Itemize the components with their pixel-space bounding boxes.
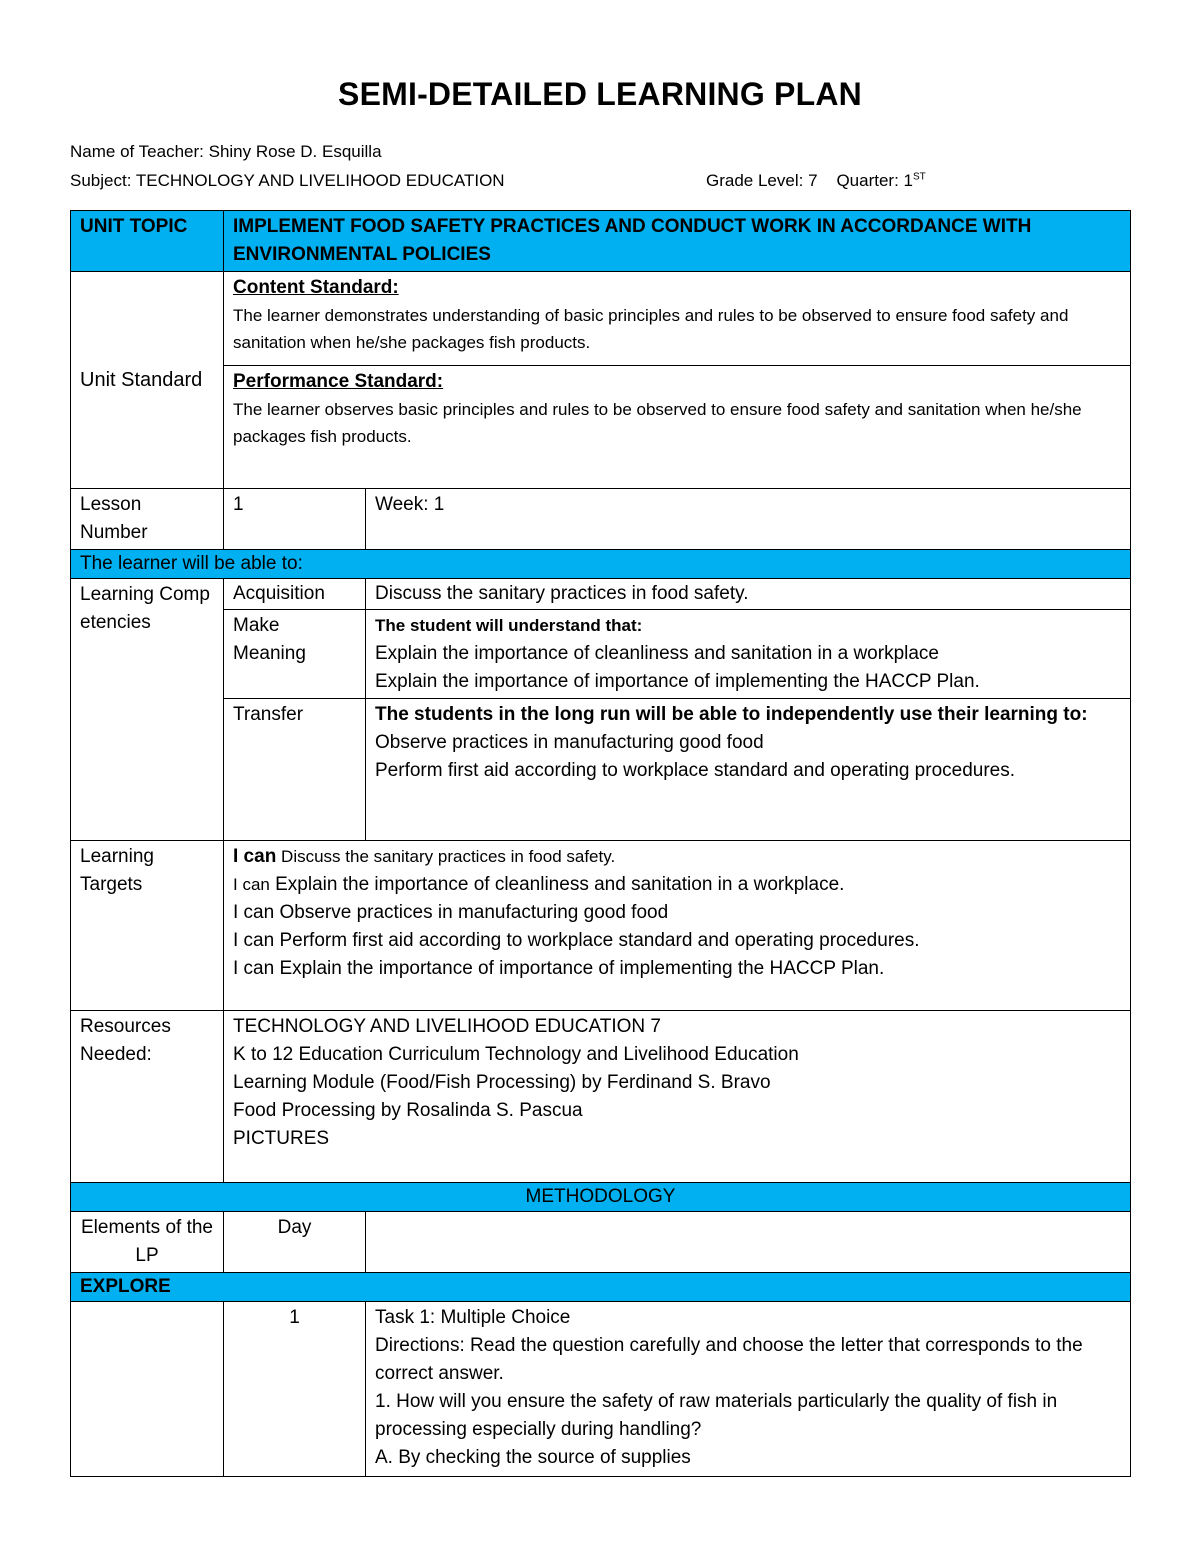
target-prefix: I can	[233, 846, 277, 867]
lesson-row	[71, 489, 1131, 550]
resource-item: Food Processing by Rosalinda S. Pascua	[233, 1100, 583, 1121]
target-text: Discuss the sanitary practices in food safety.	[276, 847, 616, 866]
target-prefix: I can	[233, 902, 275, 923]
resources-row	[71, 1011, 1131, 1183]
target-item	[233, 871, 1121, 899]
grade-label: Grade Level:	[706, 171, 804, 190]
transfer-item: Observe practices in manufacturing good food	[375, 732, 764, 753]
lesson-label: Lesson Number	[71, 489, 224, 550]
quarter-value: 1	[903, 171, 914, 190]
learner-banner: The learner will be able to:	[71, 550, 1131, 579]
resource-item: TECHNOLOGY AND LIVELIHOOD EDUCATION 7	[233, 1016, 661, 1037]
methodology-header-row	[71, 1212, 1131, 1273]
teacher-line	[70, 142, 382, 162]
content-standard-heading: Content Standard:	[233, 277, 399, 298]
content-standard-text: The learner demonstrates understanding of basic principles and rules to be observed to ensure food safety and sanitation when he/she packages fish products.	[233, 306, 1069, 352]
target-item	[233, 955, 1121, 983]
meaning-row	[71, 610, 1131, 699]
target-text: Explain the importance of importance of implementing the HACCP Plan.	[274, 958, 885, 979]
task-line: 1. How will you ensure the safety of raw materials particularly the quality of fish in processing especially during handling?	[375, 1391, 1058, 1440]
meaning-label: Make Meaning	[224, 610, 366, 699]
elements-header: Elements of the LP	[71, 1212, 224, 1273]
target-item	[233, 899, 1121, 927]
resource-item: K to 12 Education Curriculum Technology and Livelihood Education	[233, 1044, 799, 1065]
explore-label: EXPLORE	[71, 1273, 1131, 1302]
quarter-label: Quarter:	[836, 171, 899, 190]
subject-line	[70, 171, 505, 191]
target-text: Perform first aid according to workplace standard and operating procedures.	[274, 930, 920, 951]
target-text: Observe practices in manufacturing good food	[274, 902, 669, 923]
meaning-cell	[366, 610, 1131, 699]
target-prefix: I can	[233, 875, 270, 894]
task-cell	[366, 1302, 1131, 1477]
acquisition-label: Acquisition	[224, 579, 366, 610]
transfer-label: Transfer	[224, 699, 366, 841]
transfer-cell	[366, 699, 1131, 841]
resources-label: Resources Needed:	[71, 1011, 224, 1183]
transfer-intro: The students in the long run will be able to independently use their learning to:	[375, 704, 1088, 725]
targets-label: Learning Targets	[71, 841, 224, 1011]
task-line: Directions: Read the question carefully and choose the letter that corresponds to the correct answer.	[375, 1335, 1083, 1384]
performance-standard-cell	[224, 366, 1131, 489]
day-header: Day	[224, 1212, 366, 1273]
task-line: Task 1: Multiple Choice	[375, 1307, 571, 1328]
targets-row	[71, 841, 1131, 1011]
transfer-item: Perform first aid according to workplace standard and operating procedures.	[375, 760, 1016, 781]
transfer-row	[71, 699, 1131, 841]
unit-standard-label: Unit Standard	[71, 272, 224, 489]
target-prefix: I can	[233, 958, 275, 979]
resource-item: Learning Module (Food/Fish Processing) by Ferdinand S. Bravo	[233, 1072, 771, 1093]
task-row	[71, 1302, 1131, 1477]
meaning-item: Explain the importance of cleanliness and sanitation in a workplace	[375, 643, 939, 664]
quarter-suffix: ST	[913, 171, 926, 183]
acquisition-text: Discuss the sanitary practices in food safety.	[366, 579, 1131, 610]
blank-header	[366, 1212, 1131, 1273]
meaning-intro: The student will understand that:	[375, 616, 643, 635]
unit-topic-row	[71, 211, 1131, 272]
subject-label: Subject:	[70, 171, 132, 190]
performance-standard-row	[71, 366, 1131, 489]
subject-value: TECHNOLOGY AND LIVELIHOOD EDUCATION	[135, 171, 505, 190]
content-standard-cell	[224, 272, 1131, 366]
methodology-banner-row	[71, 1183, 1131, 1212]
content-standard-row	[71, 272, 1131, 366]
task-line: A. By checking the source of supplies	[375, 1447, 691, 1468]
target-prefix: I can	[233, 930, 275, 951]
unit-topic-label: UNIT TOPIC	[71, 211, 224, 272]
grade-value: 7	[808, 171, 818, 190]
acquisition-row	[71, 579, 1131, 610]
explore-row	[71, 1273, 1131, 1302]
resource-item: PICTURES	[233, 1128, 330, 1149]
meaning-item: Explain the importance of importance of implementing the HACCP Plan.	[375, 671, 980, 692]
target-item	[233, 927, 1121, 955]
unit-topic-value: IMPLEMENT FOOD SAFETY PRACTICES AND CONDUCT WORK IN ACCORDANCE WITH ENVIRONMENTAL POLICIES	[224, 211, 1131, 272]
grade-quarter-line	[706, 171, 926, 191]
performance-standard-text: The learner observes basic principles and rules to be observed to ensure food safety and sanitation when he/she packages fish products.	[233, 400, 1082, 446]
task-day: 1	[224, 1302, 366, 1477]
lesson-week: Week: 1	[366, 489, 1131, 550]
performance-standard-heading: Performance Standard:	[233, 371, 444, 392]
target-text: Explain the importance of cleanliness and sanitation in a workplace.	[269, 874, 845, 895]
target-item	[233, 843, 1121, 871]
learning-plan-table	[70, 210, 1131, 1477]
learner-banner-row	[71, 550, 1131, 579]
competencies-label: Learning Competencies	[71, 579, 224, 841]
teacher-label: Name of Teacher:	[70, 142, 204, 161]
targets-cell	[224, 841, 1131, 1011]
page-title: SEMI-DETAILED LEARNING PLAN	[338, 76, 862, 112]
lesson-number: 1	[224, 489, 366, 550]
resources-cell	[224, 1011, 1131, 1183]
methodology-banner: METHODOLOGY	[71, 1183, 1131, 1212]
task-element-cell	[71, 1302, 224, 1477]
teacher-name: Shiny Rose D. Esquilla	[208, 142, 382, 161]
